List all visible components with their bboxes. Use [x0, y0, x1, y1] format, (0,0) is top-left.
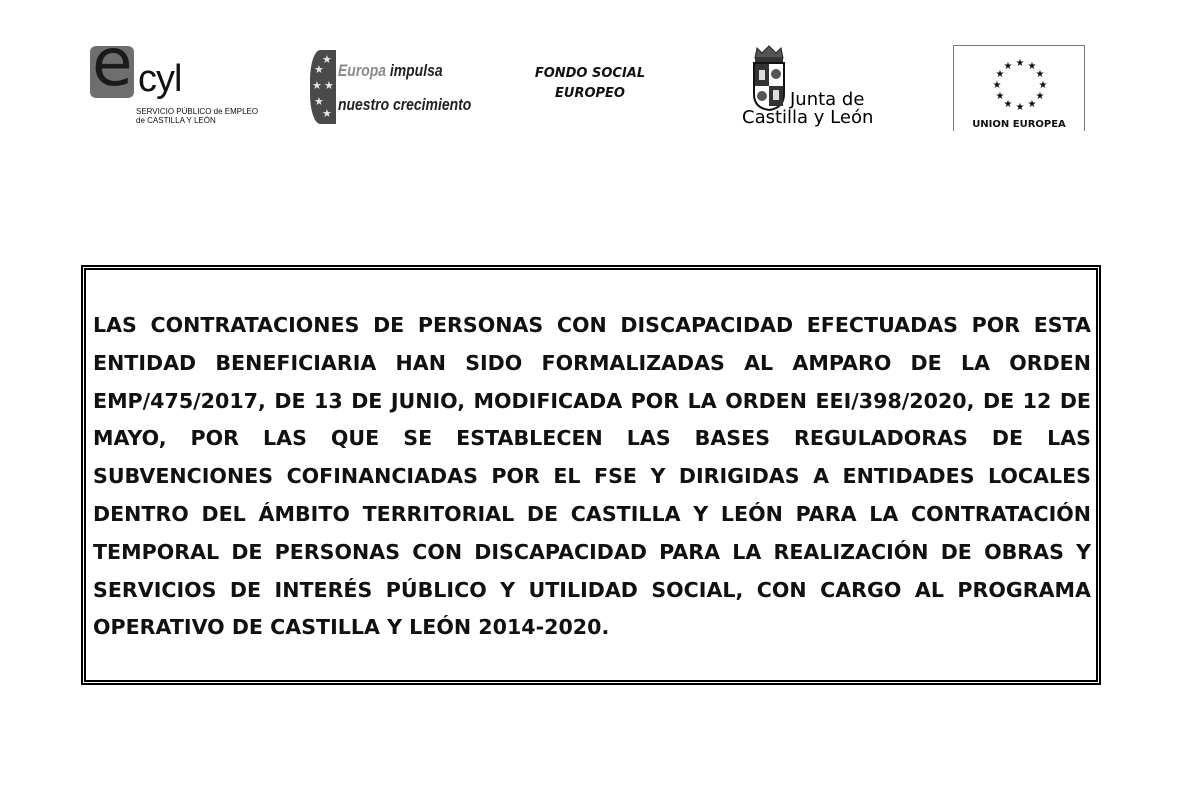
coat-of-arms-icon	[752, 44, 786, 112]
ecyl-subtitle	[136, 107, 258, 125]
impulsa-word: impulsa	[386, 61, 443, 80]
ecyl-subtitle-line2: de CASTILLA Y LEÓN	[136, 116, 216, 125]
svg-text:★: ★	[1015, 102, 1025, 113]
notice-text: LAS CONTRATACIONES DE PERSONAS CON DISCAPACIDAD EFECTUADAS POR ESTA ENTIDAD BENEFICIARIA HAN SIDO FORMALIZADAS AL AMPARO DE LA ORDEN EMP/475/2017, DE 13 DE JUNIO, MODIFICADA POR LA ORDEN EEI/398/2020, DE 12 DE MAYO, POR LAS QUE SE ESTABLECEN LAS BASES REGULADORAS DE LAS SUBVENCIONES COFINANCIADAS POR EL FSE Y DIRIGIDAS A ENTIDADES LOCALES DENTRO DEL ÁMBITO TERRITORIAL DE CASTILLA Y LEÓN PARA LA CONTRATACIÓN TEMPORAL DE PERSONAS CON DISCAPACIDAD PARA LA REALIZACIÓN DE OBRAS Y SERVICIOS DE INTERÉS PÚBLICO Y UTILIDAD SOCIAL, CON CARGO AL PROGRAMA OPERATIVO DE CASTILLA Y LEÓN 2014-2020.	[93, 313, 1091, 640]
svg-text:★: ★	[995, 69, 1005, 80]
notice-box	[81, 265, 1101, 685]
junta-castilla-leon-logo	[740, 44, 880, 134]
svg-text:★: ★	[1003, 61, 1013, 72]
eu-stars-circle-icon	[988, 52, 1052, 114]
svg-text:★: ★	[1003, 99, 1013, 110]
fondo-social-europeo-label	[520, 64, 660, 104]
svg-text:★: ★	[992, 80, 1002, 91]
union-europea-logo	[953, 45, 1085, 131]
europa-impulsa-logo	[310, 48, 472, 130]
svg-text:★: ★	[995, 91, 1005, 102]
junta-line2: Castilla y León	[742, 107, 874, 128]
europa-impulsa-line2: nuestro crecimiento	[338, 95, 472, 114]
junta-line1: Junta de	[790, 89, 865, 110]
svg-text:★: ★	[1027, 61, 1037, 72]
ecyl-subtitle-line1: SERVICIO PÚBLICO de EMPLEO	[136, 107, 259, 116]
europa-impulsa-line1	[338, 62, 443, 80]
ue-label: UNION EUROPEA	[972, 119, 1066, 130]
fse-line1: FONDO SOCIAL	[534, 66, 646, 81]
ecyl-e-letter: e	[92, 24, 133, 101]
svg-text:★: ★	[1035, 69, 1045, 80]
svg-text:★: ★	[1038, 80, 1048, 91]
svg-text:★: ★	[1015, 58, 1025, 69]
fse-line2: EUROPEO	[555, 86, 625, 101]
europa-word: Europa	[338, 61, 387, 80]
ecyl-logo	[90, 24, 259, 134]
svg-text:★: ★	[1027, 99, 1037, 110]
ecyl-wordmark: cyl	[138, 58, 182, 100]
eu-stars-emblem: ★ ★ ★ ★ ★ ★	[310, 50, 336, 124]
svg-text:★: ★	[1035, 91, 1045, 102]
